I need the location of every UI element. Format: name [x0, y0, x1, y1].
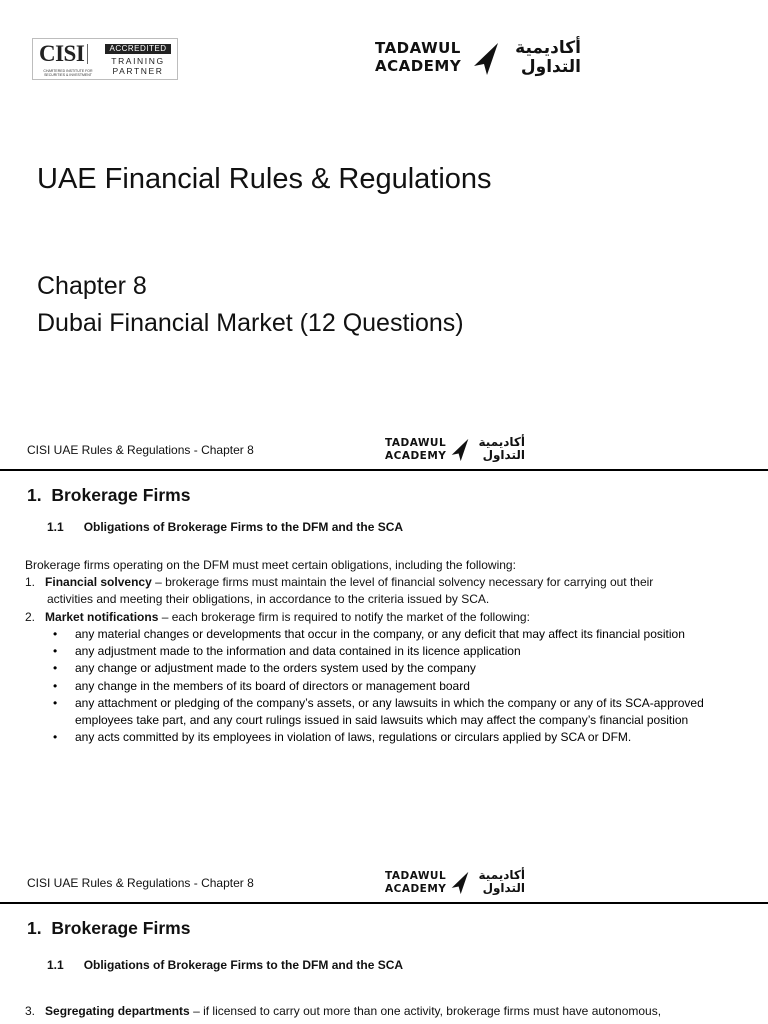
- logo-latin-line2: ACADEMY: [385, 883, 447, 895]
- bullet-item: [53, 695, 733, 729]
- item-number: 1.: [25, 575, 36, 589]
- bullet-icon: •: [53, 627, 58, 641]
- bullet-item: [53, 626, 733, 643]
- logo-arabic-line2: التداول: [482, 881, 525, 895]
- training-label: TRAINING: [111, 56, 165, 66]
- tadawul-academy-logo: [385, 870, 527, 897]
- bullet-icon: •: [53, 661, 58, 676]
- section-heading: [27, 485, 190, 506]
- section-title: Brokerage Firms: [51, 918, 191, 938]
- bullet-text: any acts committed by its employees in violation of laws, regulations or circulars applied by SCA or DFM.: [75, 730, 632, 745]
- subsection-number: 1.1: [47, 520, 64, 534]
- item-text: – if licensed to carry out more than one activity, brokerage firms must have autonomous,: [189, 1004, 662, 1018]
- item-text-continued: activities and meeting their obligations, in accordance to the criteria issued by SCA.: [47, 592, 490, 606]
- slide-header-text: CISI UAE Rules & Regulations - Chapter 8: [27, 443, 254, 457]
- item-number: 3.: [25, 1004, 36, 1018]
- bullet-text: any material changes or developments that occur in the company, or any deficit that may affect its financial position: [75, 627, 685, 641]
- page-title: UAE Financial Rules & Regulations: [37, 163, 492, 195]
- subsection-heading: [47, 520, 403, 534]
- subsection-heading: [47, 958, 403, 972]
- list-item: [25, 1003, 661, 1020]
- paper-plane-icon: [451, 871, 469, 895]
- bullet-item: [53, 678, 733, 695]
- slide-header-text: CISI UAE Rules & Regulations - Chapter 8: [27, 876, 254, 890]
- paper-plane-icon: [451, 438, 469, 462]
- bullet-text: any attachment or pledging of the company’s assets, or any lawsuits in which the company or any of its SCA-approved employees take part, and any court rulings issued in said lawsuits which may affect the company’s financial position: [75, 695, 704, 728]
- subsection-title: Obligations of Brokerage Firms to the DFM and the SCA: [83, 958, 404, 972]
- bullet-item: [53, 660, 733, 677]
- item-text: – each brokerage firm is required to notify the market of the following:: [158, 610, 530, 624]
- subsection-number: 1.1: [47, 958, 64, 972]
- list-item: [25, 609, 530, 626]
- cisi-wordmark: CISI: [39, 41, 85, 66]
- section-heading: [27, 918, 190, 939]
- section-title: Brokerage Firms: [51, 485, 191, 505]
- logo-arabic-line1: أكاديمية: [515, 38, 581, 58]
- accredited-label: ACCREDITED: [105, 44, 171, 54]
- logo-latin-line2: ACADEMY: [385, 450, 447, 462]
- subsection-title: Obligations of Brokerage Firms to the DFM and the SCA: [83, 520, 404, 534]
- tadawul-academy-logo: [375, 40, 585, 78]
- header-divider: [0, 469, 768, 471]
- logo-latin-line2: ACADEMY: [375, 57, 462, 75]
- bullet-icon: •: [53, 644, 58, 659]
- item-bold-term: Market notifications: [45, 610, 159, 624]
- item-number: 2.: [25, 610, 36, 624]
- bullet-icon: •: [53, 678, 58, 693]
- bullet-icon: •: [53, 695, 58, 710]
- notification-bullet-list: [53, 626, 733, 746]
- list-item: [25, 574, 653, 591]
- bullet-text: any adjustment made to the information and data contained in its licence application: [75, 644, 521, 659]
- logo-latin-line1: TADAWUL: [385, 437, 447, 449]
- bullet-text: any change in the members of its board of directors or management board: [75, 678, 470, 693]
- item-bold-term: Segregating departments: [45, 1004, 190, 1018]
- section-number: 1.: [27, 918, 42, 938]
- logo-latin-line1: TADAWUL: [385, 870, 447, 882]
- section-number: 1.: [27, 485, 42, 505]
- cisi-accredited-badge: [32, 38, 178, 80]
- header-divider: [0, 902, 768, 904]
- item-text: – brokerage firms must maintain the level of financial solvency necessary for carrying out their: [151, 575, 654, 589]
- cisi-crest-icon: [87, 44, 96, 64]
- bullet-text: any change or adjustment made to the orders system used by the company: [75, 661, 476, 676]
- logo-arabic-line2: التداول: [482, 448, 525, 462]
- paper-plane-icon: [473, 42, 499, 76]
- chapter-subtitle: Dubai Financial Market (12 Questions): [37, 309, 464, 337]
- logo-latin-line1: TADAWUL: [375, 39, 461, 57]
- partner-label: PARTNER: [112, 66, 164, 76]
- bullet-icon: •: [53, 730, 58, 745]
- intro-paragraph: Brokerage firms operating on the DFM must meet certain obligations, including the following:: [25, 558, 516, 572]
- bullet-item: [53, 643, 733, 660]
- bullet-item: [53, 729, 733, 746]
- logo-arabic-line1: أكاديمية: [478, 868, 525, 882]
- logo-arabic-line2: التداول: [520, 57, 581, 77]
- item-bold-term: Financial solvency: [45, 575, 152, 589]
- chapter-label: Chapter 8: [37, 272, 147, 300]
- cisi-subtitle: CHARTERED INSTITUTE FOR SECURITIES & INVESTMENT: [43, 69, 93, 77]
- logo-arabic-line1: أكاديمية: [478, 435, 525, 449]
- tadawul-academy-logo: [385, 437, 527, 464]
